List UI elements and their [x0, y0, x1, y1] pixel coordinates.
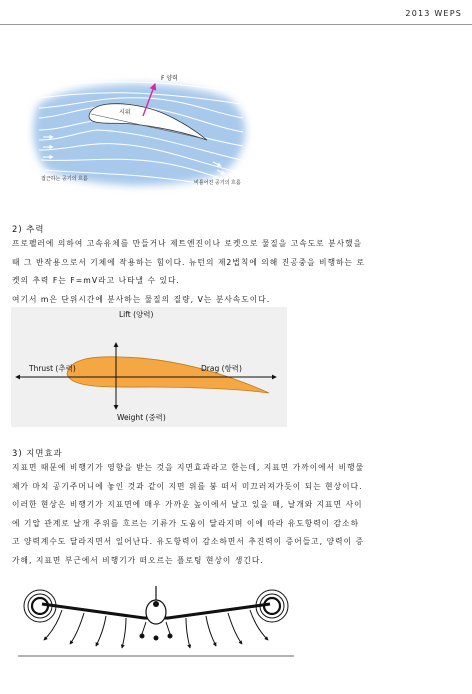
weight-label: Weight (중력) — [117, 413, 166, 422]
section-thrust-body — [12, 235, 462, 309]
nose-wheel — [154, 636, 159, 641]
header-rule — [0, 24, 472, 25]
ground-effect-diagram — [18, 580, 294, 660]
airflow-diagram — [27, 74, 253, 194]
paragraph-line: 이러한 현상은 비행기가 지표면에 매우 가까운 높이에서 날고 있을 때, 날개와 지표면 사이 — [12, 500, 363, 509]
paragraph-line: 여기서 m은 단위시간에 분사하는 물질의 질량, V는 분사속도이다. — [12, 294, 271, 304]
deflected-flow-label: 비틀어진 공기의 흐름 — [194, 180, 241, 186]
paragraph-line: 프로펠러에 의하여 고속유체를 만들거나 제트엔진이나 로켓으로 물질을 고속도로 분사했을 — [12, 239, 363, 248]
chord-label: 시위 — [119, 109, 131, 116]
lift-label: Lift (양력) — [119, 310, 154, 319]
paragraph-line: 때 그 반작용으로서 기체에 작용하는 힘이다. 뉴턴의 제2법칙에 의해 진공중을 비행하는 로 — [12, 257, 366, 267]
wheel-right — [168, 634, 173, 639]
lift-label: F 양력 — [161, 75, 178, 82]
section-ground-effect-title: 3) 지면효과 — [12, 448, 63, 458]
wheel-left — [140, 634, 145, 639]
paragraph-line: 고 양력계수도 달라지면서 일어난다. 유도항력이 감소하면서 추진력이 증어들고, 양력이 증 — [12, 537, 365, 546]
cockpit — [153, 601, 159, 607]
drag-label: Drag (항력) — [201, 364, 242, 373]
header-text: 2013 WEPS — [405, 9, 462, 18]
landing-gear-left — [142, 622, 146, 634]
section-thrust-title: 2) 추력 — [12, 224, 45, 234]
paragraph-line: 지표면 때문에 비행기가 영향을 받는 것을 지면효과라고 한는데, 지표면 가까이에서 비행물 — [12, 463, 365, 472]
paragraph-line: 켓의 추력 F는 F=mV라고 나타낼 수 있다. — [12, 276, 180, 285]
incoming-flow-label: 접근하는 공기의 흐름 — [41, 176, 88, 182]
thrust-label: Thrust (추력) — [29, 364, 76, 373]
page-header — [0, 0, 472, 24]
section-ground-effect-body — [12, 459, 462, 570]
paragraph-line: 체가 마치 공기주머니에 놓인 것과 같이 지면 위를 붕 떠서 미끄러져가듯이 되는 현상이다. — [12, 481, 363, 491]
paragraph-line: 가해, 지표면 부근에서 비행기가 떠오르는 플로팅 현상이 생긴다. — [12, 555, 264, 565]
four-forces-diagram — [11, 307, 287, 427]
paragraph-line: 에 기압 관계로 날개 주위를 흐르는 기류가 도움이 달라지며 이에 따라 유도항력이 감소하 — [12, 518, 360, 528]
landing-gear-right — [166, 622, 170, 634]
